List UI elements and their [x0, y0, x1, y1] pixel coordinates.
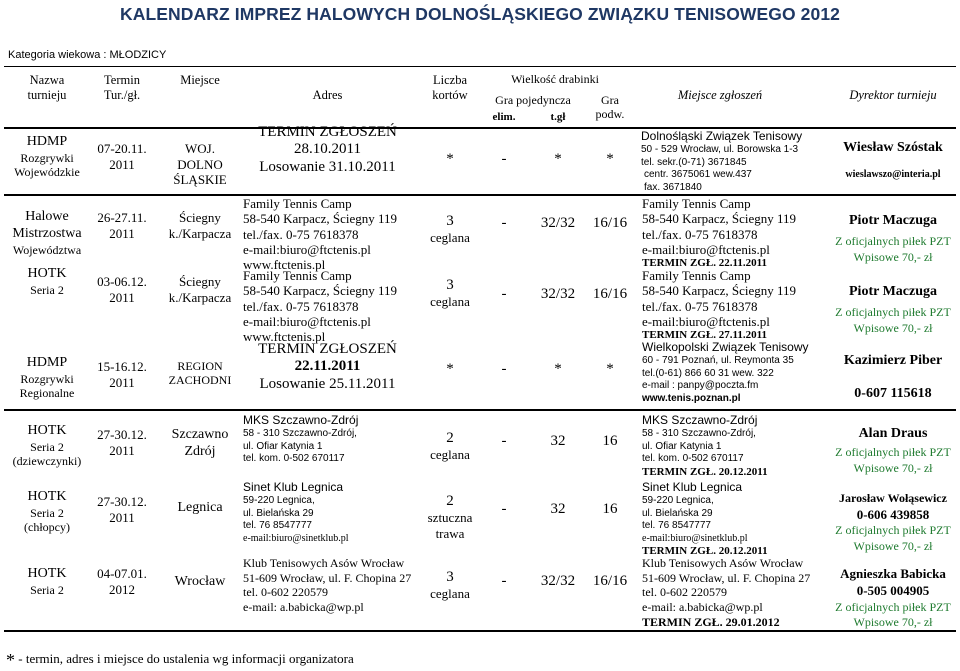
draw-doubles: 16/16 [592, 286, 628, 302]
courts: 3 ceglana [430, 569, 470, 601]
courts: 2 sztuczna trawa [427, 493, 473, 541]
header-doubles: Gra podw. [595, 93, 625, 122]
draw-doubles: * [606, 361, 614, 377]
courts: 2 ceglana [430, 430, 470, 462]
tournament-term: 27-30.12. 2011 [97, 427, 147, 458]
tournament-place: Wrocław [174, 574, 226, 589]
tournament-term: 27-30.12. 2011 [97, 494, 147, 525]
draw-elim: - [501, 433, 507, 449]
entries-info: Wielkopolski Związek Tenisowy 60 - 791 Poznań, ul. Reymonta 35 tel.(0-61) 866 60 31 wew. 322 e-mail : panpy@poczta.fm www.tenis.poznan.pl [642, 340, 809, 404]
courts: 3 ceglana [430, 213, 470, 245]
tournament-address: MKS Szczawno-Zdrój 58 - 310 Szczawno-Zdrój, ul. Ofiar Katynia 1 tel. kom. 0-502 670117 [243, 413, 359, 464]
tournament-place: Ściegny k./Karpacza [168, 210, 232, 241]
tournament-director: Wiesław Szóstak wieslawszo@interia.pl [843, 140, 943, 180]
header-term: Termin Tur./gł. [103, 73, 141, 102]
courts: * [446, 151, 454, 167]
tournament-term: 26-27.11. 2011 [97, 210, 147, 241]
tournament-place: WOJ. DOLNO ŚLĄSKIE [173, 141, 227, 188]
draw-doubles: * [606, 151, 614, 167]
header-address: Adres [312, 88, 343, 102]
tournament-place: Szczawno Zdrój [171, 427, 229, 459]
tournament-director: Piotr Maczuga Z oficjalnych piłek PZT Wpisowe 70,- zł [835, 213, 951, 264]
tournament-address: Family Tennis Camp 58-540 Karpacz, Ściegny 119 tel./fax. 0-75 7618378 e-mail:biuro@ftctenis.pl www.ftctenis.pl [243, 268, 398, 345]
draw-main: 32/32 [540, 215, 576, 231]
tournament-term: 04-07.01. 2012 [97, 566, 147, 597]
page-title: KALENDARZ IMPREZ HALOWYCH DOLNOŚLĄSKIEGO ZWIĄZKU TENISOWEGO 2012 [119, 4, 841, 24]
footnote-star: * [6, 650, 15, 670]
header-main-draw: t.gł [550, 111, 566, 123]
tournament-name: HOTK Seria 2 [27, 566, 67, 597]
draw-elim: - [501, 501, 507, 517]
entries-info: Sinet Klub Legnica 59-220 Legnica, ul. Bielańska 29 tel. 76 8547777 e-mail:biuro@sinetklub.pl TERMIN ZGŁ. 20.12.2011 [642, 480, 768, 557]
header-name: Nazwa turnieju [27, 73, 67, 102]
entries-info: Klub Tenisowych Asów Wrocław 51-609 Wrocław, ul. F. Chopina 27 tel. 0-602 220579 e-mail: a.babicka@wp.pl TERMIN ZGŁ. 29.01.2012 [642, 556, 811, 629]
courts: 3 ceglana [430, 277, 470, 309]
draw-elim: - [501, 286, 507, 302]
table-bottom-rule [4, 630, 956, 632]
entries-info: MKS Szczawno-Zdrój 58 - 310 Szczawno-Zdrój, ul. Ofiar Katynia 1 tel. kom. 0-502 670117 TERMIN ZGŁ. 20.12.2011 [642, 413, 768, 478]
header-elim: elim. [492, 111, 516, 123]
tournament-place: REGION ZACHODNI [168, 359, 232, 388]
tournament-address: Sinet Klub Legnica 59-220 Legnica, ul. Bielańska 29 tel. 76 8547777 e-mail:biuro@sinetklub.pl [243, 480, 349, 544]
tournament-term: 07-20.11. 2011 [97, 141, 147, 172]
draw-main: 32 [550, 501, 566, 517]
entries-info: Dolnośląski Związek Tenisowy 50 - 529 Wrocław, ul. Borowska 1-3 tel. sekr.(0-71) 3671845 centr. 3675061 wew.437 fax. 3671840 [641, 129, 803, 193]
tournament-director: Kazimierz Piber 0-607 115618 [843, 353, 943, 401]
draw-main: * [554, 361, 562, 377]
tournament-name: HOTK Seria 2 [27, 266, 67, 297]
age-category: Kategoria wiekowa : MŁODZICY [8, 49, 167, 61]
header-director: Dyrektor turnieju [849, 88, 937, 102]
draw-main: * [554, 151, 562, 167]
tournament-term: 15-16.12. 2011 [97, 359, 147, 390]
draw-doubles: 16/16 [592, 215, 628, 231]
header-place: Miejsce [180, 73, 220, 87]
tournament-term: 03-06.12. 2011 [97, 274, 147, 305]
draw-doubles: 16/16 [592, 573, 628, 589]
header-entries: Miejsce zgłoszeń [677, 88, 763, 102]
entries-info: Family Tennis Camp 58-540 Karpacz, Ściegny 119 tel./fax. 0-75 7618378 e-mail:biuro@ftctenis.pl TERMIN ZGŁ. 27.11.2011 [642, 268, 797, 342]
draw-doubles: 16 [602, 433, 618, 449]
tournament-director: Piotr Maczuga Z oficjalnych piłek PZT Wpisowe 70,- zł [835, 284, 951, 335]
tournament-name: HDMP Rozgrywki Regionalne [19, 355, 75, 401]
tournament-address: Klub Tenisowych Asów Wrocław 51-609 Wrocław, ul. F. Chopina 27 tel. 0-602 220579 e-mail: a.babicka@wp.pl [243, 556, 412, 614]
tournament-address: TERMIN ZGŁOSZEŃ 22.11.2011 Losowanie 25.11.2011 [258, 341, 397, 392]
draw-elim: - [501, 151, 507, 167]
header-courts: Liczba kortów [432, 73, 468, 102]
tournament-director: Alan Draus Z oficjalnych piłek PZT Wpisowe 70,- zł [835, 426, 951, 475]
draw-elim: - [501, 573, 507, 589]
tournament-name: Halowe Mistrzostwa Województwa [12, 209, 82, 257]
row-separator [4, 409, 956, 411]
footnote [6, 650, 354, 671]
header-singles: Gra pojedyncza [495, 93, 571, 107]
tournament-address: TERMIN ZGŁOSZEŃ 28.10.2011 Losowanie 31.10.2011 [258, 124, 397, 175]
header-draw-size: Wielkość drabinki [511, 72, 599, 86]
entries-info: Family Tennis Camp 58-540 Karpacz, Ściegny 119 tel./fax. 0-75 7618378 e-mail:biuro@ftctenis.pl TERMIN ZGŁ. 22.11.2011 [642, 196, 797, 270]
tournament-place: Legnica [177, 500, 223, 515]
header-top-rule [4, 66, 956, 67]
tournament-place: Ściegny k./Karpacza [168, 274, 232, 305]
draw-elim: - [501, 361, 507, 377]
footnote-text: - termin, adres i miejsce do ustalenia wg informacji organizatora [15, 651, 354, 666]
tournament-name: HDMP Rozgrywki Wojewódzkie [14, 134, 80, 180]
courts: * [446, 361, 454, 377]
draw-main: 32/32 [540, 573, 576, 589]
draw-main: 32/32 [540, 286, 576, 302]
tournament-director: Agnieszka Babicka 0-505 004905 Z oficjalnych piłek PZT Wpisowe 70,- zł [835, 566, 951, 630]
draw-main: 32 [550, 433, 566, 449]
draw-elim: - [501, 215, 507, 231]
tournament-address: Family Tennis Camp 58-540 Karpacz, Ściegny 119 tel./fax. 0-75 7618378 e-mail:biuro@ftctenis.pl www.ftctenis.pl [243, 196, 398, 273]
tournament-director: Jarosław Wołąsewicz 0-606 439858 Z oficjalnych piłek PZT Wpisowe 70,- zł [835, 491, 951, 554]
draw-doubles: 16 [602, 501, 618, 517]
tournament-name: HOTK Seria 2 (chłopcy) [24, 489, 70, 535]
tournament-name: HOTK Seria 2 (dziewczynki) [12, 423, 82, 469]
